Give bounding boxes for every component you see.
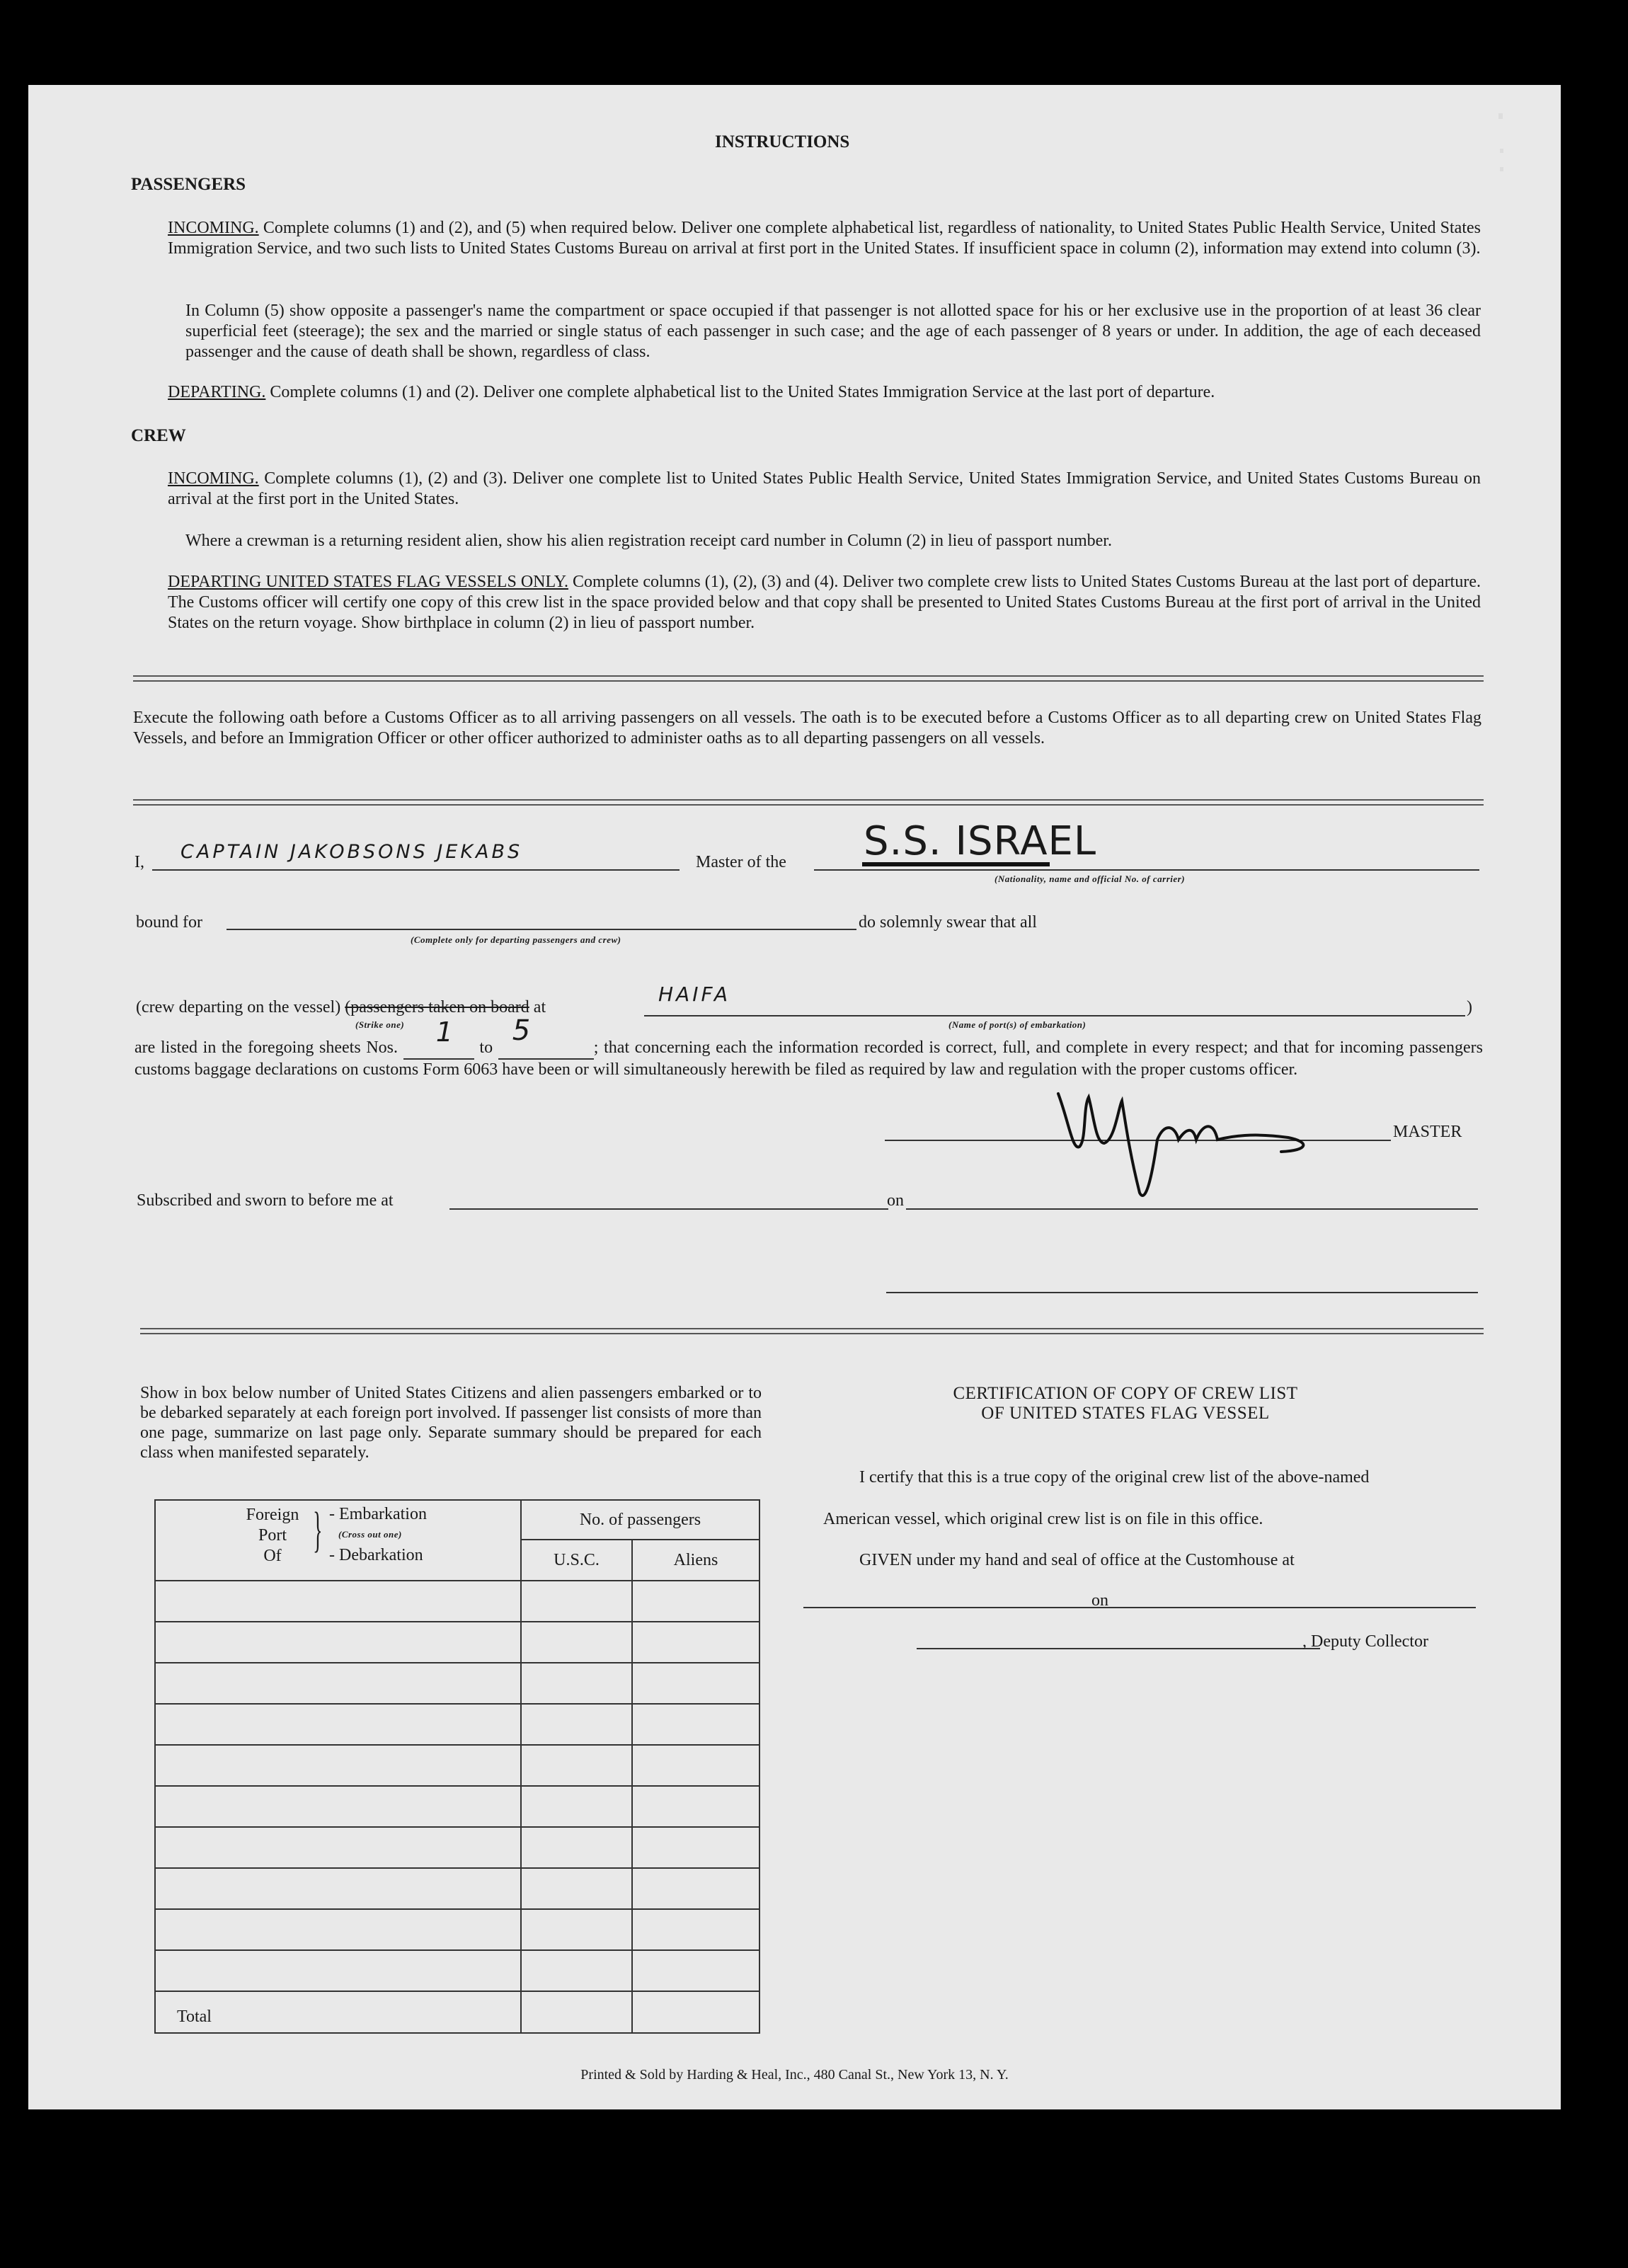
sheet-to-field xyxy=(498,1014,594,1060)
deputy-collector-label: , Deputy Collector xyxy=(1302,1632,1428,1651)
master-of-label: Master of the xyxy=(696,853,786,871)
divider-oath xyxy=(133,799,1484,806)
port-cell[interactable] xyxy=(155,1663,521,1704)
usc-cell[interactable] xyxy=(521,1581,632,1622)
crew-incoming-label: INCOMING. xyxy=(168,469,259,488)
certification-text3: GIVEN under my hand and seal of office at the Customhouse at xyxy=(859,1551,1295,1569)
passengers-incoming-text: Complete columns (1) and (2), and (5) when required below. Deliver one complete alphabetical list, regardless of nationality, to United States Public Health Service, United States Immigration Service, and two such lists to United States Customs Bureau on arrival at first port in the United States. If insufficient space in column (2), information may extend into column (3). xyxy=(168,219,1481,258)
crew-heading: CREW xyxy=(131,426,186,445)
crew-departing-label: DEPARTING UNITED STATES FLAG VESSELS ONLY. xyxy=(168,573,568,591)
foreign-port-header xyxy=(155,1500,521,1581)
port-cell[interactable] xyxy=(155,1786,521,1827)
aliens-cell[interactable] xyxy=(632,1581,759,1622)
subscribed-date-line xyxy=(906,1208,1478,1210)
close-paren: ) xyxy=(1467,998,1472,1016)
certification-title xyxy=(835,1384,1416,1424)
port-cell[interactable] xyxy=(155,1950,521,1991)
aliens-cell[interactable] xyxy=(632,1745,759,1786)
master-name-value: CAPTAIN JAKOBSONS JEKABS xyxy=(180,841,523,863)
sheets-rest-text: ; that concerning each the information recorded is correct, full, and complete in every respect; and that for incoming passengers customs baggage declarations on customs Form 6063 have been or will simultaneously herewith be filed as required by law and regulation with the proper customs officer. xyxy=(134,1038,1483,1079)
table-row xyxy=(155,1827,759,1868)
usc-cell[interactable] xyxy=(521,1786,632,1827)
bound-for-caption: (Complete only for departing passengers and crew) xyxy=(411,934,621,945)
port-cell[interactable] xyxy=(155,1868,521,1909)
foreign-port-label xyxy=(237,1505,308,1567)
crew-departing-option: (crew departing on the vessel) xyxy=(136,998,341,1016)
passengers-departing-label: DEPARTING. xyxy=(168,383,266,401)
usc-cell[interactable] xyxy=(521,1827,632,1868)
to-label: to xyxy=(479,1038,493,1057)
aliens-cell[interactable] xyxy=(632,1622,759,1663)
summary-instructions: Show in box below number of United States Citizens and alien passengers embarked or to be debarked separately at each foreign port involved. If passenger list consists of more than one page, summarize on last page only. Separate summary should be prepared for each class when manifested separately. xyxy=(140,1384,762,1462)
port-value: HAIFA xyxy=(658,983,731,1006)
aliens-cell[interactable] xyxy=(632,1868,759,1909)
port-cell[interactable] xyxy=(155,1704,521,1745)
bound-for-line xyxy=(227,929,856,930)
sheets-label: are listed in the foregoing sheets Nos. xyxy=(134,1038,399,1057)
total-usc-cell[interactable] xyxy=(521,1991,632,2033)
usc-header: U.S.C. xyxy=(521,1540,632,1581)
certification-date-line xyxy=(1111,1607,1476,1608)
crew-resident-paragraph: Where a crewman is a returning resident alien, show his alien registration receipt card number in Column (2) in lieu of passport number. xyxy=(185,532,1112,550)
certification-on-label: on xyxy=(1091,1591,1108,1610)
sheet-to-value: 5 xyxy=(512,1014,534,1047)
no-passengers-header: No. of passengers xyxy=(521,1500,759,1540)
header-of: Of xyxy=(263,1547,282,1565)
aliens-cell[interactable] xyxy=(632,1909,759,1950)
bound-for-label: bound for xyxy=(136,913,202,932)
table-row xyxy=(155,1745,759,1786)
total-row xyxy=(155,1991,759,2033)
passengers-heading: PASSENGERS xyxy=(131,175,246,194)
table-row xyxy=(155,1622,759,1663)
crew-departing-text: Complete columns (1), (2), (3) and (4). Deliver two complete crew lists to United States Customs Bureau at the last port of departure. The Customs officer will certify one copy of this crew list in the space provided below and that copy shall be presented to United States Customs Bureau at the first port of arrival in the United States on the return voyage. Show birthplace in column (2) in lieu of passport number. xyxy=(168,573,1481,632)
vessel-name-value: S.S. ISRAEL xyxy=(864,818,1097,864)
edge-mark xyxy=(1498,113,1503,119)
passengers-column5-paragraph: In Column (5) show opposite a passenger's name the compartment or space occupied if that passenger is not allotted space for his or her exclusive use in the proportion of at least 36 clear superficial feet (steerage); the sex and the married or single status of each passenger in such case; and the age of each passenger of 8 years or under. In addition, the age of each deceased passenger and the cause of death shall be shown, regardless of class. xyxy=(185,302,1481,361)
subscribed-label: Subscribed and sworn to before me at xyxy=(137,1191,394,1210)
vessel-name-underline xyxy=(862,862,1050,866)
passengers-incoming-paragraph xyxy=(168,218,1481,259)
strike-caption: (Strike one) xyxy=(355,1019,405,1030)
table-row xyxy=(155,1909,759,1950)
officer-signature-line xyxy=(886,1292,1478,1293)
edge-mark xyxy=(1500,149,1503,153)
passengers-option-struck: (passengers taken on board xyxy=(345,998,529,1016)
passengers-incoming-label: INCOMING. xyxy=(168,219,259,237)
aliens-cell[interactable] xyxy=(632,1704,759,1745)
divider-instructions xyxy=(133,675,1484,682)
total-label: Total xyxy=(155,1991,521,2033)
port-cell[interactable] xyxy=(155,1581,521,1622)
aliens-cell[interactable] xyxy=(632,1786,759,1827)
certification-text1: I certify that this is a true copy of the original crew list of the above-named xyxy=(859,1468,1370,1487)
vessel-caption: (Nationality, name and official No. of carrier) xyxy=(994,874,1186,884)
crew-incoming-text: Complete columns (1), (2) and (3). Deliver one complete list to United States Public Health Service, United States Immigration Service, and United States Customs Bureau on arrival at the first port in the United States. xyxy=(168,469,1481,508)
form-sheet xyxy=(28,85,1561,2109)
sheet-from-value: 1 xyxy=(435,1016,456,1048)
certification-title-line1: CERTIFICATION OF COPY OF CREW LIST xyxy=(953,1384,1298,1403)
certification-title-line2: OF UNITED STATES FLAG VESSEL xyxy=(981,1404,1270,1423)
subscribed-on-label: on xyxy=(887,1191,904,1210)
oath-intro: Execute the following oath before a Customs Officer as to all arriving passengers on all vessels. The oath is to be executed before a Customs Officer as to all departing crew on United States Flag Vessels, and before an Immigration Officer or other officer authorized to administer oaths as to all departing passengers on all vessels. xyxy=(133,709,1481,748)
port-caption: (Name of port(s) of embarkation) xyxy=(948,1019,1087,1030)
header-port: Port xyxy=(258,1526,287,1545)
crew-departing-paragraph xyxy=(168,572,1481,634)
port-cell[interactable] xyxy=(155,1622,521,1663)
usc-cell[interactable] xyxy=(521,1622,632,1663)
i-label: I, xyxy=(134,853,144,871)
certification-text2: American vessel, which original crew list is on file in this office. xyxy=(823,1510,1263,1528)
passengers-departing-paragraph xyxy=(168,382,1481,403)
sheet-from-field xyxy=(403,1016,474,1060)
table-row xyxy=(155,1704,759,1745)
port-line xyxy=(644,1015,1465,1016)
passengers-departing-text: Complete columns (1) and (2). Deliver one complete alphabetical list to the United States Immigration Service at the last port of departure. xyxy=(270,383,1215,401)
deputy-signature-line xyxy=(917,1648,1320,1649)
usc-cell[interactable] xyxy=(521,1745,632,1786)
table-row xyxy=(155,1663,759,1704)
brace-icon: } xyxy=(313,1503,323,1557)
usc-cell[interactable] xyxy=(521,1704,632,1745)
divider-summary xyxy=(140,1328,1484,1334)
header-cross-out: (Cross out one) xyxy=(338,1529,402,1540)
aliens-cell[interactable] xyxy=(632,1663,759,1704)
header-debarkation: - Debarkation xyxy=(329,1546,423,1564)
table-row xyxy=(155,1786,759,1827)
master-name-line xyxy=(152,869,680,871)
port-cell[interactable] xyxy=(155,1827,521,1868)
master-signature xyxy=(1041,1072,1338,1214)
instructions-title: INSTRUCTIONS xyxy=(715,132,850,151)
passenger-summary-table xyxy=(154,1499,760,2034)
port-cell[interactable] xyxy=(155,1745,521,1786)
header-foreign: Foreign xyxy=(246,1506,299,1524)
usc-cell[interactable] xyxy=(521,1909,632,1950)
vessel-line xyxy=(814,869,1479,871)
subscribed-place-line xyxy=(449,1208,888,1210)
total-aliens-cell[interactable] xyxy=(632,1991,759,2033)
aliens-header: Aliens xyxy=(632,1540,759,1581)
header-embarkation: - Embarkation xyxy=(329,1505,427,1523)
printer-footer: Printed & Sold by Harding & Heal, Inc., 480 Canal St., New York 13, N. Y. xyxy=(580,2067,1009,2083)
table-header-row xyxy=(155,1500,759,1540)
table-row xyxy=(155,1581,759,1622)
table-row xyxy=(155,1868,759,1909)
usc-cell[interactable] xyxy=(521,1663,632,1704)
usc-cell[interactable] xyxy=(521,1868,632,1909)
swear-text: do solemnly swear that all xyxy=(859,913,1037,932)
aliens-cell[interactable] xyxy=(632,1827,759,1868)
edge-mark xyxy=(1500,167,1503,171)
table-row xyxy=(155,1950,759,1991)
usc-cell[interactable] xyxy=(521,1950,632,1991)
aliens-cell[interactable] xyxy=(632,1950,759,1991)
crew-incoming-paragraph xyxy=(168,469,1481,510)
master-label: MASTER xyxy=(1393,1123,1462,1141)
port-cell[interactable] xyxy=(155,1909,521,1950)
crew-departing-line xyxy=(136,998,546,1017)
at-label: at xyxy=(533,998,546,1016)
